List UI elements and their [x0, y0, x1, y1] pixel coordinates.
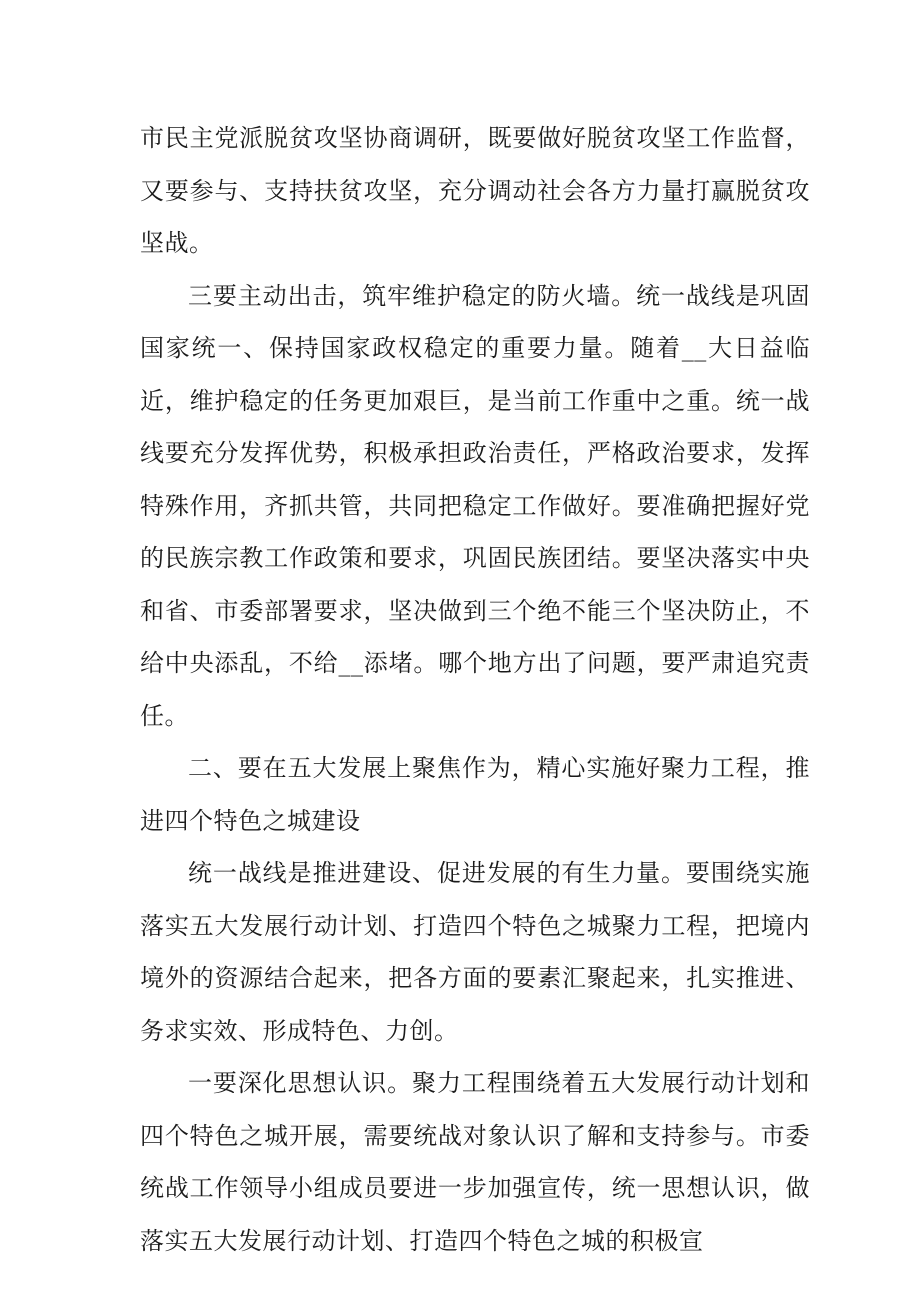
paragraph-united-front-development: 统一战线是推进建设、促进发展的有生力量。要围绕实施落实五大发展行动计划、打造四个特色之城聚力工程，把境内境外的资源结合起来，把各方面的要素汇聚起来，扎实推进、务求实效、形成特色、力创。	[140, 859, 810, 1045]
paragraph-poverty-alleviation: 市民主党派脱贫攻坚协商调研，既要做好脱贫攻坚工作监督，又要参与、支持扶贫攻坚，充分调动社会各方力量打赢脱贫攻坚战。	[140, 124, 810, 257]
paragraph-deepen-understanding: 一要深化思想认识。聚力工程围绕着五大发展行动计划和四个特色之城开展，需要统战对象认识了解和支持参与。市委统战工作领导小组成员要进一步加强宣传，统一思想认识，做落实五大发展行动计划、打造四个特色之城的积极宣	[140, 1069, 810, 1255]
paragraph-stability-firewall: 三要主动出击，筑牢维护稳定的防火墙。统一战线是巩固国家统一、保持国家政权稳定的重要力量。随着__大日益临近，维护稳定的任务更加艰巨，是当前工作重中之重。统一战线要充分发挥优势，积极承担政治责任，严格政治要求，发挥特殊作用，齐抓共管，共同把稳定工作做好。要准确把握好党的民族宗教工作政策和要求，巩固民族团结。要坚决落实中央和省、市委部署要求，坚决做到三个绝不能三个坚决防止，不给中央添乱，不给__添堵。哪个地方出了问题，要严肃追究责任。	[140, 281, 810, 730]
section-heading-five-developments: 二、要在五大发展上聚焦作为，精心实施好聚力工程，推进四个特色之城建设	[140, 754, 810, 835]
document-body	[140, 112, 810, 1267]
